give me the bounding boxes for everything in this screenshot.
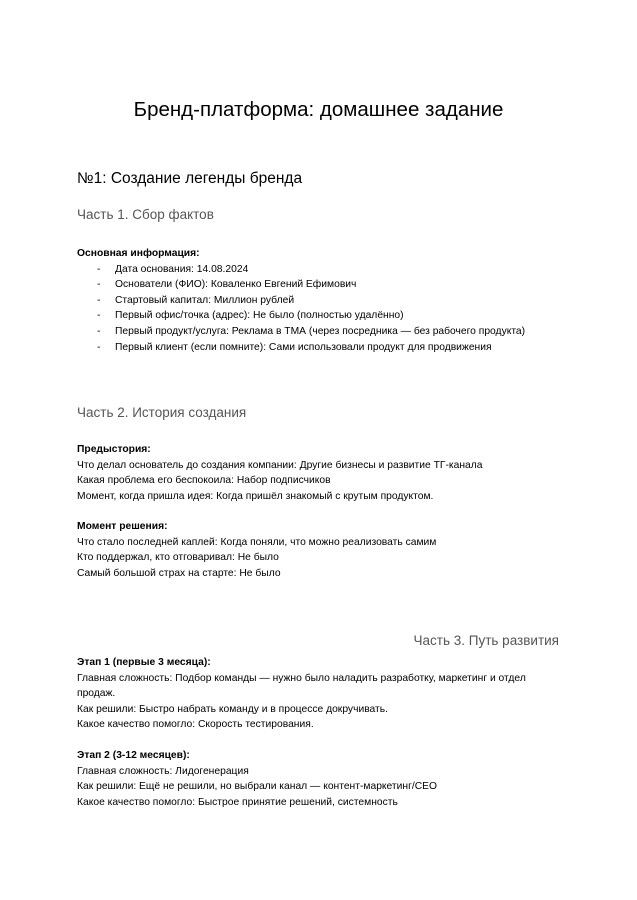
- text-line: Какое качество помогло: Быстрое принятие решений, системность: [77, 796, 398, 808]
- text-line: Главная сложность: Подбор команды — нужно было наладить разработку, маркетинг и отдел продаж.: [77, 672, 526, 700]
- stage2-block: [77, 748, 562, 810]
- dash-bullet-icon: -: [97, 263, 101, 275]
- dash-bullet-icon: -: [97, 325, 101, 337]
- part1-content: [77, 246, 562, 355]
- text-line: Как решили: Быстро набрать команду и в процессе докручивать.: [77, 703, 388, 715]
- part2-heading: Часть 2. История создания: [77, 405, 247, 420]
- part3-heading: Часть 3. Путь развития: [413, 633, 559, 648]
- dash-bullet-icon: -: [97, 279, 101, 291]
- part1-heading: Часть 1. Сбор фактов: [77, 207, 214, 222]
- stage1-label: Этап 1 (первые 3 месяца):: [77, 657, 211, 668]
- text-line: Что стало последней каплей: Когда поняли, что можно реализовать самим: [77, 536, 437, 548]
- facts-list: [77, 262, 562, 356]
- prehistory-block: [77, 442, 562, 504]
- decision-label: Момент решения:: [77, 521, 168, 532]
- list-item: - Основатели (ФИО): Коваленко Евгений Ефимович: [77, 277, 562, 293]
- dash-bullet-icon: -: [97, 294, 101, 306]
- text-line: Самый большой страх на старте: Не было: [77, 567, 281, 579]
- list-item: - Первый продукт/услуга: Реклама в ТМА (через посредника — без рабочего продукта): [77, 324, 540, 340]
- text-line: Кто поддержал, кто отговаривал: Не было: [77, 552, 279, 564]
- prehistory-label: Предыстория:: [77, 444, 151, 455]
- text-line: Главная сложность: Лидогенерация: [77, 765, 249, 777]
- dash-bullet-icon: -: [97, 310, 101, 322]
- list-item: - Первый клиент (если помните): Сами использовали продукт для продвижения: [77, 340, 562, 356]
- list-item: - Первый офис/точка (адрес): Не было (полностью удалённо): [77, 308, 562, 324]
- text-line: Какое качество помогло: Скорость тестирования.: [77, 719, 314, 731]
- info-label: Основная информация:: [77, 248, 200, 259]
- text-line: Момент, когда пришла идея: Когда пришёл знакомый с крутым продуктом.: [77, 490, 434, 502]
- text-line: Что делал основатель до создания компании: Другие бизнесы и развитие ТГ-канала: [77, 459, 483, 471]
- dash-bullet-icon: -: [97, 341, 101, 353]
- stage2-label: Этап 2 (3-12 месяцев):: [77, 750, 190, 761]
- section-heading: №1: Создание легенды бренда: [77, 170, 303, 187]
- text-line: Какая проблема его беспокоила: Набор подписчиков: [77, 475, 331, 487]
- text-line: Как решили: Ещё не решили, но выбрали канал — контент-маркетинг/СЕО: [77, 781, 438, 793]
- list-item: - Стартовый капитал: Миллион рублей: [77, 293, 562, 309]
- list-item: - Дата основания: 14.08.2024: [77, 262, 562, 278]
- stage1-block: [77, 655, 562, 733]
- document-title: Бренд-платформа: домашнее задание: [133, 98, 504, 121]
- decision-block: [77, 519, 562, 581]
